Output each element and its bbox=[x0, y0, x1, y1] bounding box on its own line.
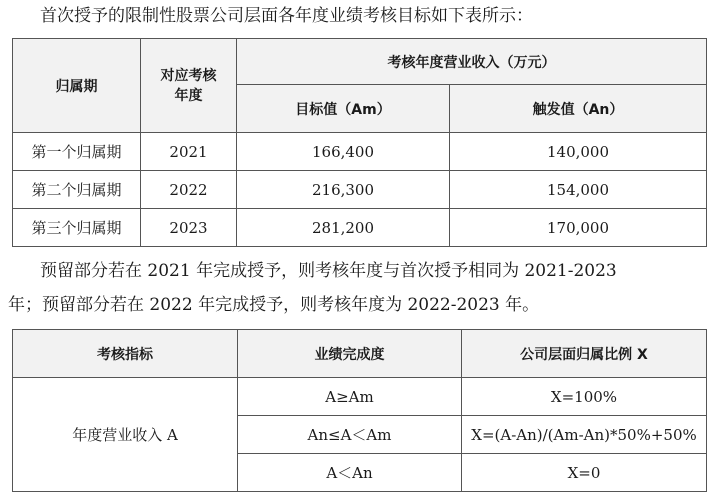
cell-completion: A≥Am bbox=[238, 378, 462, 416]
cell-target: 281,200 bbox=[237, 209, 450, 247]
header-trigger: 触发值（An） bbox=[450, 85, 707, 133]
cell-trigger: 140,000 bbox=[450, 133, 707, 171]
header-ratio: 公司层面归属比例 X bbox=[462, 330, 707, 378]
cell-period: 第一个归属期 bbox=[13, 133, 141, 171]
cell-ratio: X=(A-An)/(Am-An)*50%+50% bbox=[462, 416, 707, 454]
header-year-line1: 对应考核 bbox=[160, 67, 217, 84]
cell-year: 2021 bbox=[141, 133, 237, 171]
header-period: 归属期 bbox=[13, 39, 141, 133]
header-completion: 业绩完成度 bbox=[238, 330, 462, 378]
cell-completion: A＜An bbox=[238, 454, 462, 492]
table-row bbox=[13, 378, 707, 416]
header-revenue: 考核年度营业收入（万元） bbox=[237, 39, 707, 85]
table-row bbox=[13, 133, 707, 171]
cell-completion: An≤A＜Am bbox=[238, 416, 462, 454]
cell-ratio: X=100% bbox=[462, 378, 707, 416]
performance-target-table bbox=[12, 38, 707, 247]
vesting-ratio-table bbox=[12, 329, 707, 492]
cell-trigger: 154,000 bbox=[450, 171, 707, 209]
cell-year: 2022 bbox=[141, 171, 237, 209]
cell-target: 216,300 bbox=[237, 171, 450, 209]
reserved-paragraph-line2: 年；预留部分若在 2022 年完成授予，则考核年度为 2022-2023 年。 bbox=[8, 295, 540, 315]
table-row bbox=[13, 171, 707, 209]
intro-paragraph: 首次授予的限制性股票公司层面各年度业绩考核目标如下表所示： bbox=[40, 6, 533, 26]
header-target: 目标值（Am） bbox=[237, 85, 450, 133]
reserved-paragraph-line1: 预留部分若在 2021 年完成授予，则考核年度与首次授予相同为 2021-2023 bbox=[40, 261, 617, 281]
cell-ratio: X=0 bbox=[462, 454, 707, 492]
cell-year: 2023 bbox=[141, 209, 237, 247]
cell-target: 166,400 bbox=[237, 133, 450, 171]
cell-indicator: 年度营业收入 A bbox=[13, 378, 238, 492]
cell-trigger: 170,000 bbox=[450, 209, 707, 247]
header-indicator: 考核指标 bbox=[13, 330, 238, 378]
table-row bbox=[13, 209, 707, 247]
header-year bbox=[141, 39, 237, 133]
cell-period: 第三个归属期 bbox=[13, 209, 141, 247]
cell-period: 第二个归属期 bbox=[13, 171, 141, 209]
header-year-line2: 年度 bbox=[174, 87, 203, 104]
